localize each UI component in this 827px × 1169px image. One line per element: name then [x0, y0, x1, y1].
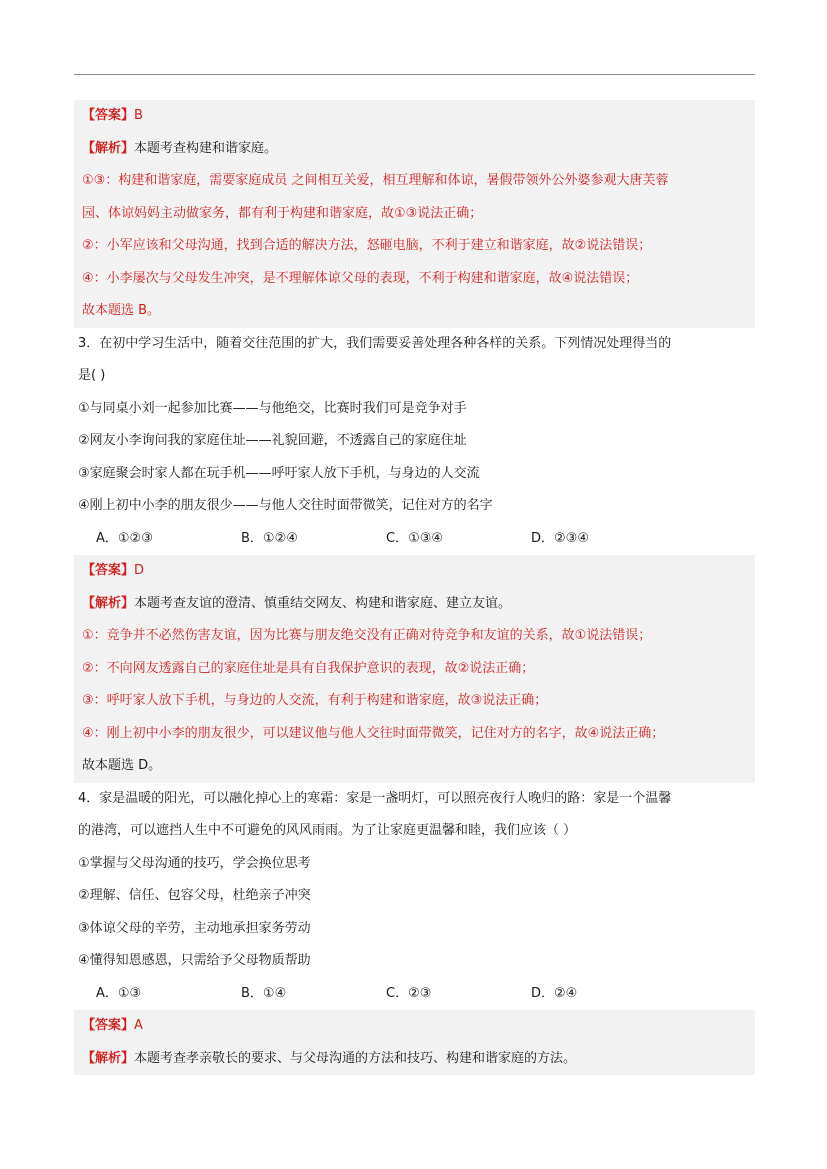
analysis-label: 【解析】: [82, 1050, 135, 1066]
question-item: ②网友小李询问我的家庭住址——礼貌回避，不透露自己的家庭住址: [78, 433, 467, 448]
analysis-line: [78, 1043, 751, 1076]
answer-label: 【答案】: [82, 1018, 135, 1033]
analysis-text: 本题考查孝亲敬长的要求、与父母沟通的方法和技巧、构建和谐家庭的方法。: [134, 1050, 577, 1066]
analysis-detail: ①：竞争并不必然伤害友谊，因为比赛与朋友绝交没有正确对待竞争和友谊的关系，故①说法错误；: [82, 628, 652, 643]
question-item: ④刚上初中小李的朋友很少——与他人交往时面带微笑，记住对方的名字: [78, 498, 493, 513]
question-stem: 4．家是温暖的阳光，可以融化掉心上的寒霜：家是一盏明灯，可以照亮夜行人晚归的路：家是一个温馨: [78, 790, 672, 806]
question-item: ②理解、信任、包容父母，杜绝亲子冲突: [78, 888, 311, 903]
analysis-label: 【解析】: [82, 595, 135, 611]
question-stem: 3．在初中学习生活中，随着交往范围的扩大，我们需要妥善处理各种各样的关系。下列情况处理得当的: [78, 335, 672, 351]
option-a: A．①③: [96, 985, 142, 1001]
analysis-detail: ①③：构建和谐家庭，需要家庭成员 之间相互关爱，相互理解和体谅，暑假带领外公外婆参观大唐芙蓉: [82, 173, 669, 188]
analysis-label: 【解析】: [82, 140, 135, 156]
question-item: ③家庭聚会时家人都在玩手机——呼吁家人放下手机，与身边的人交流: [78, 465, 480, 481]
analysis-conclusion: 故本题选 B。: [82, 303, 161, 318]
option-b: B．①④: [241, 985, 287, 1001]
answer-label: 【答案】: [82, 563, 135, 578]
option-a: A．①②③: [96, 530, 153, 546]
question-stem: 的港湾，可以遮挡人生中不可避免的风风雨雨。为了让家庭更温馨和睦，我们应该（ ）: [78, 823, 577, 838]
header-rule: [74, 74, 755, 75]
question-item: ①掌握与父母沟通的技巧，学会换位思考: [78, 855, 311, 871]
analysis-line: [78, 133, 751, 166]
option-b: B．①②④: [241, 530, 298, 546]
answer-value: D: [134, 563, 145, 578]
analysis-text: 本题考查构建和谐家庭。: [134, 140, 278, 156]
answer-line: [78, 1010, 751, 1043]
answer-value: B: [134, 108, 143, 123]
question-item: ③体谅父母的辛劳，主动地承担家务劳动: [78, 920, 311, 936]
document-body: [74, 100, 755, 1075]
question-item: ④懂得知恩感恩，只需给予父母物质帮助: [78, 953, 311, 968]
question-stem: 是( ): [78, 368, 106, 383]
analysis-conclusion: 故本题选 D。: [82, 758, 162, 773]
option-d: D．②③④: [531, 530, 589, 546]
analysis-detail: ②：小军应该和父母沟通，找到合适的解决方法，怒砸电脑，不利于建立和谐家庭，故②说法错误；: [82, 238, 652, 253]
answer-block-2: [74, 100, 755, 328]
answer-line: [78, 555, 751, 588]
question-options: [74, 978, 755, 1011]
question-4: [74, 783, 755, 1011]
answer-block-4: [74, 1010, 755, 1075]
option-c: C．②③: [386, 985, 432, 1001]
option-d: D．②④: [531, 985, 578, 1001]
analysis-detail: ③：呼吁家人放下手机，与身边的人交流，有利于构建和谐家庭，故③说法正确；: [82, 693, 548, 708]
option-c: C．①③④: [386, 530, 444, 546]
answer-line: [78, 100, 751, 133]
analysis-line: [78, 588, 751, 621]
analysis-detail: ④：刚上初中小李的朋友很少，可以建议他与他人交往时面带微笑，记住对方的名字，故④说法正确；: [82, 725, 665, 741]
analysis-text: 本题考查友谊的澄清、慎重结交网友、构建和谐家庭、建立友谊。: [134, 595, 512, 611]
answer-label: 【答案】: [82, 108, 135, 123]
question-3: [74, 328, 755, 556]
question-options: [74, 523, 755, 556]
answer-block-3: [74, 555, 755, 783]
answer-value: A: [134, 1018, 143, 1033]
analysis-detail: ④：小李屡次与父母发生冲突，是不理解体谅父母的表现，不利于构建和谐家庭，故④说法错误；: [82, 270, 639, 286]
analysis-detail: 园、体谅妈妈主动做家务，都有利于构建和谐家庭，故①③说法正确；: [82, 205, 483, 221]
analysis-detail: ②：不向网友透露自己的家庭住址是具有自我保护意识的表现，故②说法正确；: [82, 660, 535, 676]
question-item: ①与同桌小刘一起参加比赛——与他绝交，比赛时我们可是竞争对手: [78, 400, 467, 416]
